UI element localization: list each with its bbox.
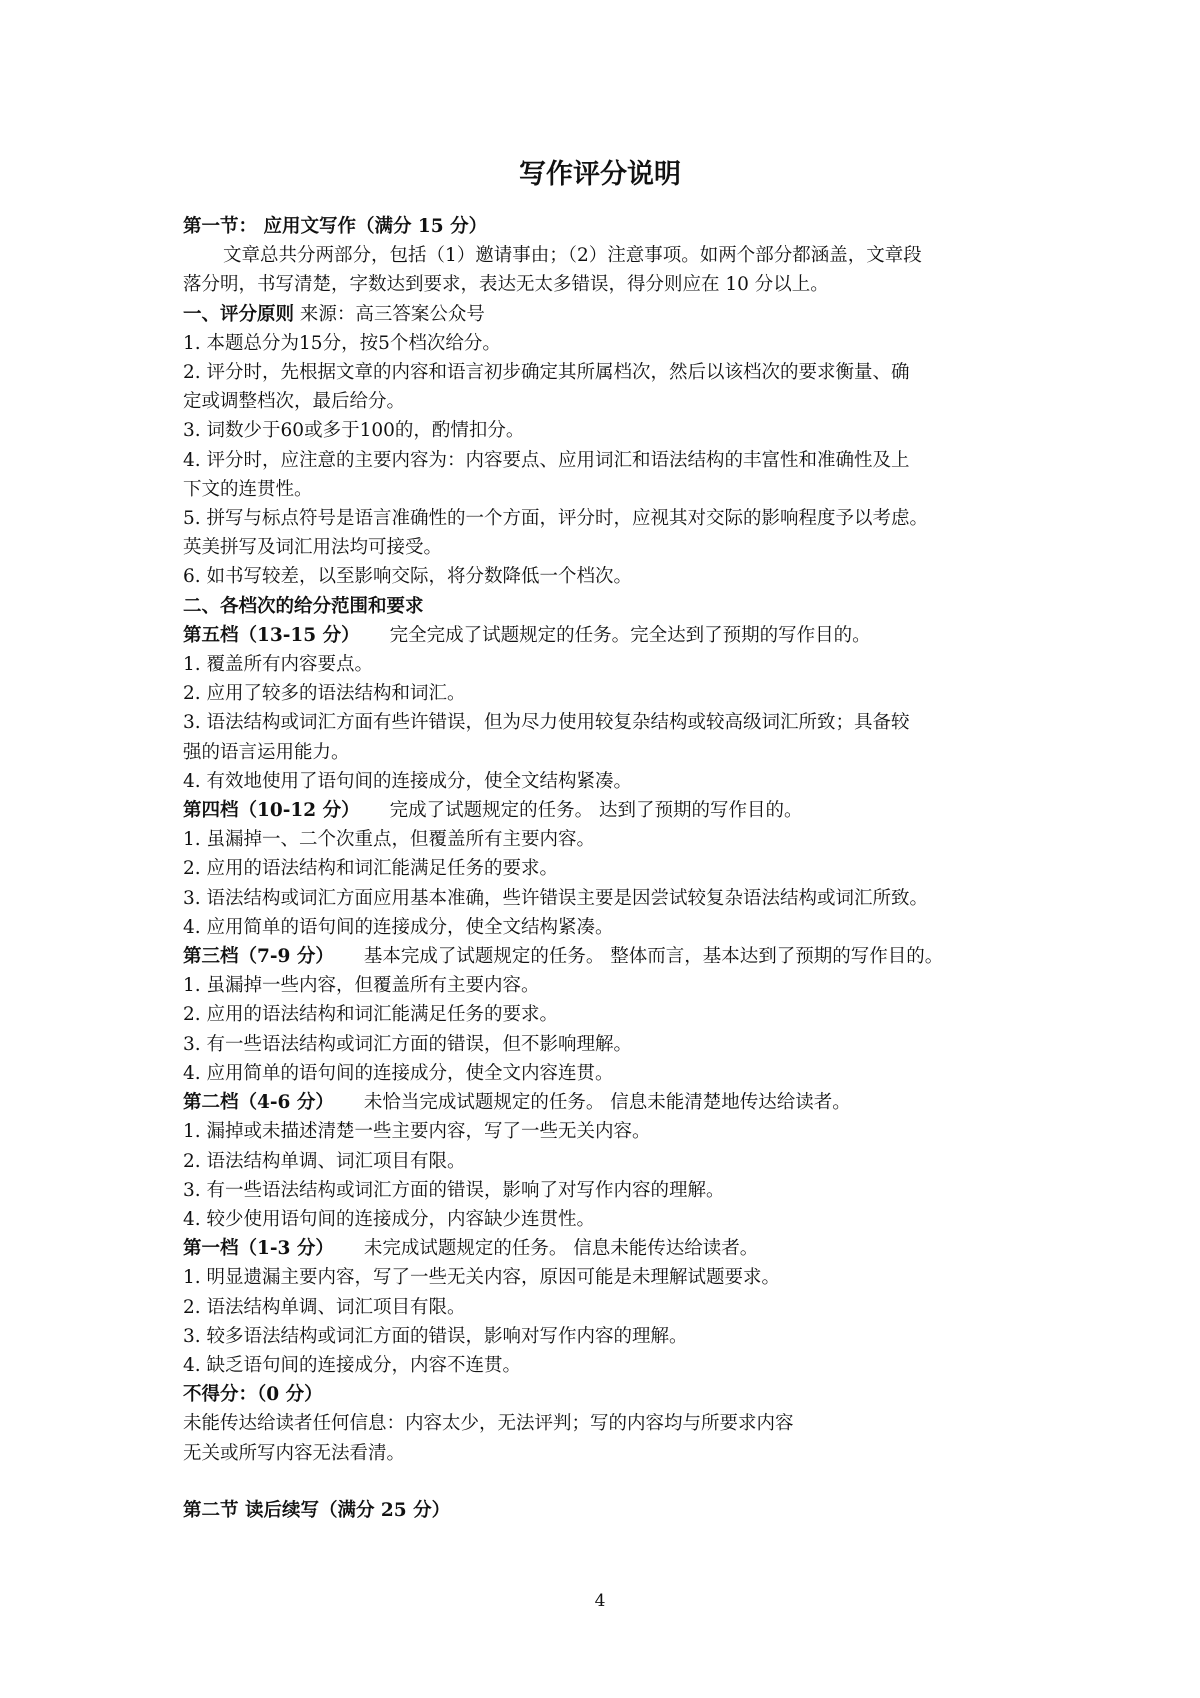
zero-score-line: 无关或所写内容无法看清。 — [183, 1442, 406, 1464]
intro-line-2: 落分明，书写清楚，字数达到要求，表达无太多错误，得分则应在 10 分以上。 — [183, 274, 829, 296]
level-title: 第五档（13-15 分） — [183, 624, 360, 646]
level-item: 2. 应用的语法结构和词汇能满足任务的要求。 — [183, 858, 559, 880]
source-text: 来源：高三答案公众号 — [294, 303, 485, 325]
level-5-header — [183, 621, 1023, 650]
level-item: 1. 虽漏掉一、二个次重点，但覆盖所有主要内容。 — [183, 829, 596, 851]
level-desc: 基本完成了试题规定的任务。 整体而言，基本达到了预期的写作目的。 — [363, 946, 944, 968]
level-3-header — [183, 942, 1023, 971]
principle-line: 3. 词数少于60或多于100的，酌情扣分。 — [183, 420, 525, 442]
level-1-header — [183, 1234, 1023, 1263]
level-item: 1. 覆盖所有内容要点。 — [183, 654, 374, 676]
level-item: 1. 虽漏掉一些内容，但覆盖所有主要内容。 — [183, 975, 540, 997]
principle-line: 5. 拼写与标点符号是语言准确性的一个方面，评分时，应视其对交际的影响程度予以考虑。 — [183, 508, 929, 530]
level-title: 第四档（10-12 分） — [183, 800, 360, 822]
level-item: 3. 有一些语法结构或词汇方面的错误，影响了对写作内容的理解。 — [183, 1179, 725, 1201]
level-item: 4. 缺乏语句间的连接成分，内容不连贯。 — [183, 1354, 522, 1376]
level-4-header — [183, 796, 1023, 825]
level-item: 2. 应用的语法结构和词汇能满足任务的要求。 — [183, 1004, 559, 1026]
page-title: 写作评分说明 — [519, 159, 681, 190]
level-2-header — [183, 1088, 1023, 1117]
level-title: 第一档（1-3 分） — [183, 1238, 334, 1260]
level-item: 3. 语法结构或词汇方面应用基本准确，些许错误主要是因尝试较复杂语法结构或词汇所致。 — [183, 887, 929, 909]
principle-line: 下文的连贯性。 — [183, 478, 313, 500]
level-item: 4. 应用简单的语句间的连接成分，使全文结构紧凑。 — [183, 916, 614, 938]
level-desc: 完成了试题规定的任务。 达到了预期的写作目的。 — [389, 800, 803, 822]
level-item: 1. 明显遗漏主要内容，写了一些无关内容，原因可能是未理解试题要求。 — [183, 1267, 781, 1289]
zero-score-heading: 不得分：（0 分） — [183, 1384, 323, 1406]
section-spacer — [183, 1468, 1023, 1496]
level-item: 2. 语法结构单调、词汇项目有限。 — [183, 1296, 466, 1318]
level-item: 3. 有一些语法结构或词汇方面的错误，但不影响理解。 — [183, 1033, 633, 1055]
level-item: 4. 应用简单的语句间的连接成分，使全文内容连贯。 — [183, 1062, 614, 1084]
levels-heading: 二、各档次的给分范围和要求 — [183, 595, 424, 617]
principle-line: 4. 评分时，应注意的主要内容为：内容要点、应用词汇和语法结构的丰富性和准确性及上 — [183, 449, 910, 471]
level-item: 4. 有效地使用了语句间的连接成分，使全文结构紧凑。 — [183, 770, 633, 792]
principle-line: 2. 评分时，先根据文章的内容和语言初步确定其所属档次，然后以该档次的要求衡量、确 — [183, 362, 910, 384]
level-desc: 完全完成了试题规定的任务。完全达到了预期的写作目的。 — [389, 624, 871, 646]
level-item: 1. 漏掉或未描述清楚一些主要内容，写了一些无关内容。 — [183, 1121, 651, 1143]
level-desc: 未恰当完成试题规定的任务。 信息未能清楚地传达给读者。 — [363, 1092, 851, 1114]
principles-heading-line — [183, 300, 1023, 329]
document-body — [183, 212, 1023, 1525]
principle-line: 英美拼写及词汇用法均可接受。 — [183, 537, 443, 559]
principle-line: 定或调整档次，最后给分。 — [183, 391, 406, 413]
level-item: 3. 较多语法结构或词汇方面的错误，影响对写作内容的理解。 — [183, 1325, 688, 1347]
page-number: 4 — [594, 1591, 606, 1611]
level-title: 第二档（4-6 分） — [183, 1092, 334, 1114]
principle-line: 1. 本题总分为15分，按5个档次给分。 — [183, 332, 501, 354]
principles-heading: 一、评分原则 — [183, 303, 295, 325]
level-item: 2. 应用了较多的语法结构和词汇。 — [183, 683, 466, 705]
level-item: 强的语言运用能力。 — [183, 741, 350, 763]
level-item: 2. 语法结构单调、词汇项目有限。 — [183, 1150, 466, 1172]
zero-score-line: 未能传达给读者任何信息：内容太少，无法评判；写的内容均与所要求内容 — [183, 1413, 794, 1435]
level-item: 4. 较少使用语句间的连接成分，内容缺少连贯性。 — [183, 1208, 596, 1230]
principle-line: 6. 如书写较差，以至影响交际，将分数降低一个档次。 — [183, 566, 633, 588]
level-item: 3. 语法结构或词汇方面有些许错误，但为尽力使用较复杂结构或较高级词汇所致；具备较 — [183, 712, 910, 734]
level-title: 第三档（7-9 分） — [183, 946, 334, 968]
intro-line-1: 文章总共分两部分，包括（1）邀请事由；（2）注意事项。如两个部分都涵盖，文章段 — [223, 245, 922, 267]
section2-heading: 第二节 读后续写（满分 25 分） — [183, 1499, 451, 1521]
level-desc: 未完成试题规定的任务。 信息未能传达给读者。 — [363, 1238, 759, 1260]
section1-heading: 第一节： 应用文写作（满分 15 分） — [183, 216, 488, 237]
